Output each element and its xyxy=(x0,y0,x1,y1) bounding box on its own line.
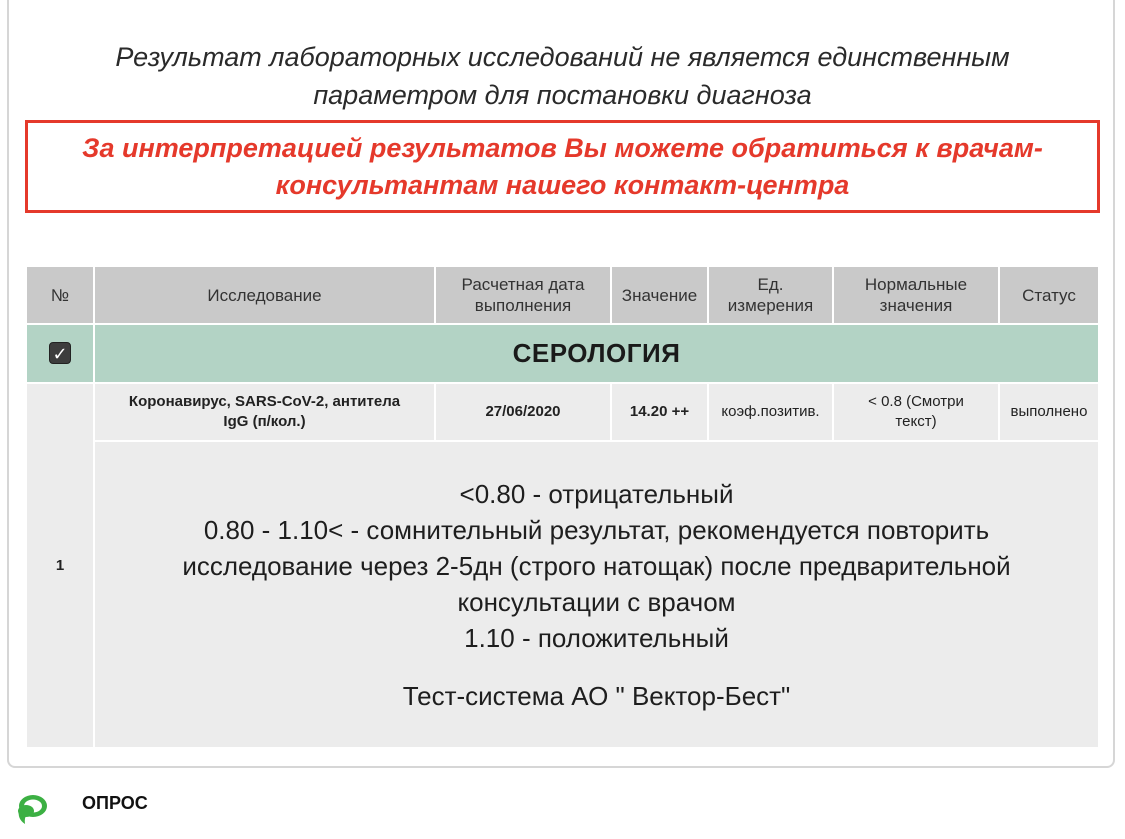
note-line: исследование через 2-5дн (строго натощак) после предварительной xyxy=(182,550,1011,581)
row-unit: коэф.позитив. xyxy=(708,383,833,441)
disclaimer-line: параметром для постановки диагноза xyxy=(313,80,812,110)
results-table xyxy=(25,265,1100,749)
header-date: Расчетная дата выполнения xyxy=(435,266,611,324)
note-line: Тест-система АО " Вектор-Бест" xyxy=(402,680,791,711)
row-number: 1 xyxy=(26,383,94,748)
survey-label[interactable]: ОПРОС xyxy=(82,793,148,813)
notice-line: консультантам нашего контакт-центра xyxy=(275,169,850,200)
disclaimer-text xyxy=(40,38,1085,114)
chat-bubble-icon[interactable] xyxy=(15,793,49,825)
header-study: Исследование xyxy=(94,266,435,324)
interpretation-note xyxy=(94,441,1099,748)
consultation-notice xyxy=(25,120,1100,213)
row-date: 27/06/2020 xyxy=(435,383,611,441)
header-status: Статус xyxy=(999,266,1099,324)
table-row xyxy=(26,383,1099,441)
notice-line: За интерпретацией результатов Вы можете обратиться к врачам- xyxy=(82,132,1043,163)
table-header-row xyxy=(26,266,1099,324)
section-row xyxy=(26,324,1099,383)
row-value: 14.20 ++ xyxy=(611,383,708,441)
note-line: консультации с врачом xyxy=(457,586,736,617)
header-value: Значение xyxy=(611,266,708,324)
row-study: Коронавирус, SARS-CoV-2, антитела IgG (п/кол.) xyxy=(94,383,435,441)
note-line: <0.80 - отрицательный xyxy=(459,478,734,509)
note-line: 1.10 - положительный xyxy=(464,622,729,653)
section-title: СЕРОЛОГИЯ xyxy=(94,324,1099,383)
section-checkbox-cell[interactable] xyxy=(26,324,94,383)
row-status: выполнено xyxy=(999,383,1099,441)
row-norm: < 0.8 (Смотри текст) xyxy=(833,383,999,441)
header-norm: Нормальные значения xyxy=(833,266,999,324)
note-line: 0.80 - 1.10< - сомнительный результат, рекомендуется повторить xyxy=(203,514,990,545)
section-checkbox[interactable]: ✓ xyxy=(49,342,71,364)
interpretation-row xyxy=(26,441,1099,748)
header-num: № xyxy=(26,266,94,324)
header-unit: Ед. измерения xyxy=(708,266,833,324)
disclaimer-line: Результат лабораторных исследований не является единственным xyxy=(115,42,1010,72)
